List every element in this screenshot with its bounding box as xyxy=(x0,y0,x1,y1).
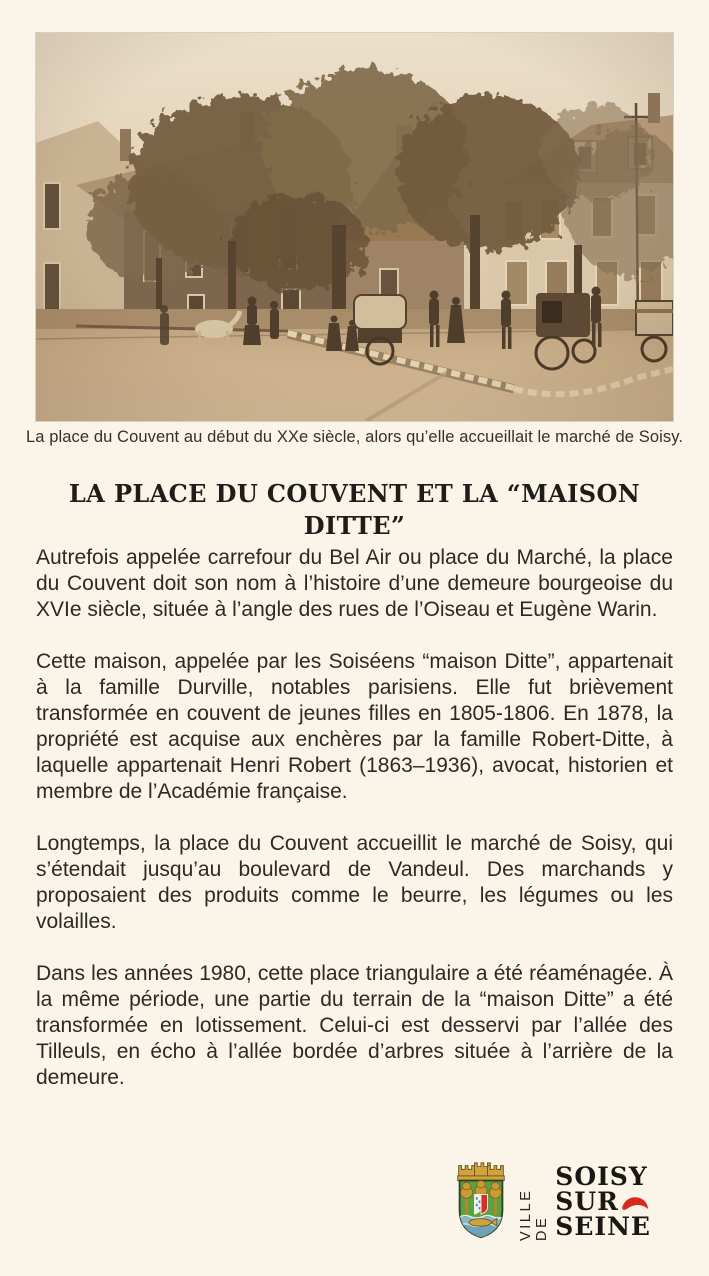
paragraph-annees-1980: Dans les années 1980, cette place triangulaire a été réaménagée. À la même période, une partie du terrain de la “maison Ditte” a été transformée en lotissement. Celui-ci est desservi par l’allée des Tilleuls, en écho à l’allée bordée d’arbres située à l’arrière de la demeure. xyxy=(36,962,673,1089)
city-name-line3: SEINE xyxy=(555,1211,651,1241)
paragraph-marche: Longtemps, la place du Couvent accueillit le marché de Soisy, qui s’étendait jusqu’au boulevard de Vandeul. Des marchands y proposaient des produits comme le beurre, les légumes ou les volailles. xyxy=(36,832,673,933)
article-body xyxy=(36,545,673,1117)
city-name-line2: SUR xyxy=(555,1186,619,1216)
historic-photo-illustration xyxy=(36,33,673,421)
wave-accent-icon xyxy=(621,1195,649,1213)
city-name-line1: SOISY xyxy=(555,1161,648,1191)
paragraph-maison-ditte: Cette maison, appelée par les Soiséens “maison Ditte”, appartenait à la famille Durville, notables parisiens. Elle fut brièvement transformée en couvent de jeunes filles en 1805-1806. En 1878, la propriété est acquise aux enchères par la famille Robert-Ditte, à laquelle appartenait Henri Robert (1863–1936), avocat, historien et membre de l’Académie française. xyxy=(36,650,673,803)
city-name xyxy=(555,1161,651,1241)
coat-of-arms-icon xyxy=(453,1161,509,1241)
photo-caption: La place du Couvent au début du XXe siècle, alors qu’elle accueillait le marché de Soisy. xyxy=(25,428,684,446)
historic-photo xyxy=(36,33,673,421)
paragraph-origin: Autrefois appelée carrefour du Bel Air ou place du Marché, la place du Couvent doit son nom à l’histoire d’une demeure bourgeoise du XVIe siècle, située à l’angle des rues de l’Oiseau et Eugène Warin. xyxy=(36,546,673,621)
ville-de-label: VILLE DE xyxy=(518,1188,551,1241)
city-logo xyxy=(453,1160,651,1242)
page-title: LA PLACE DU COUVENT ET LA “MAISON DITTE” xyxy=(68,479,641,540)
